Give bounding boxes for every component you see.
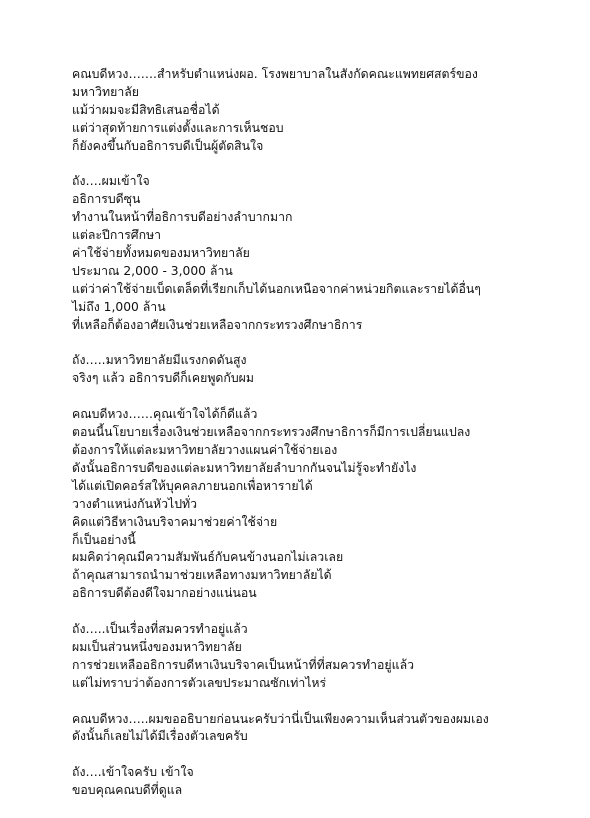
- paragraph-tang-3: [72, 621, 572, 693]
- text-line: ถัง…..เป็นเรื่องที่สมควรทำอยู่แล้ว: [72, 622, 248, 637]
- text-line: ขอบคุณคณบดีที่ดูแล: [72, 783, 183, 798]
- text-line: การช่วยเหลืออธิการบดีหาเงินบริจาคเป็นหน้าที่ที่สมควรทำอยู่แล้ว: [72, 657, 415, 672]
- text-line: ผมคิดว่าคุณมีความสัมพันธ์กับคนข้างนอกไม่เลวเลย: [72, 550, 344, 565]
- text-line: ดังนั้นอธิการบดีของแต่ละมหาวิทยาลัยลำบากกันจนไม่รู้จะทำยังไง: [72, 460, 417, 475]
- text-line: วางตำแหน่งกันหัวไปทั่ว: [72, 496, 198, 511]
- text-line: ดังนั้นก็เลยไม่ได้มีเรื่องตัวเลขครับ: [72, 729, 248, 744]
- paragraph-dean-wang-3: [72, 711, 572, 747]
- text-line: ก็ยังคงขึ้นกับอธิการบดีเป็นผู้ตัดสินใจ: [72, 138, 264, 153]
- text-line: แต่ไม่ทราบว่าต้องการตัวเลขประมาณซักเท่าไหร่: [72, 675, 327, 690]
- text-line: คณบดีหวง…….สำหรับตำแหน่งผอ. โรงพยาบาลในสังกัดคณะแพทยศสตร์ของ: [72, 67, 478, 81]
- text-line: จริงๆ แล้ว อธิการบดีก็เคยพูดกับผม: [72, 371, 254, 386]
- text-line: คณบดีหวง…..ผมขออธิบายก่อนนะครับว่านี่เป็นเพียงความเห็นส่วนตัวของผมเอง: [72, 711, 489, 726]
- text-line: ตอนนี้นโยบายเรื่องเงินช่วยเหลือจากกระทรวงศึกษาธิการก็มีการเปลี่ยนแปลง: [72, 425, 471, 440]
- text-line: มหาวิทยาลัย: [72, 84, 139, 99]
- document-page: [72, 66, 572, 818]
- paragraph-tang-2: [72, 352, 572, 388]
- text-line: ถัง….ผมเข้าใจ: [72, 174, 150, 189]
- paragraph-dean-wang-1: [72, 66, 572, 156]
- text-line: คณบดีหวง……คุณเข้าใจได้ก็ดีแล้ว: [72, 407, 258, 422]
- text-line: คิดแต่วิธีหาเงินบริจาคมาช่วยค่าใช้จ่าย: [72, 514, 278, 529]
- text-line: แต่ละปีการศึกษา: [72, 228, 162, 243]
- text-line: ถัง….เข้าใจครับ เข้าใจ: [72, 765, 194, 780]
- text-line: ทำงานในหน้าที่อธิการบดีอย่างลำบากมาก: [72, 210, 293, 225]
- text-line: ไม่ถึง 1,000 ล้าน: [72, 299, 166, 314]
- text-line: ก็เป็นอย่างนี้: [72, 532, 136, 547]
- paragraph-tang-1: [72, 173, 572, 334]
- text-line: ค่าใช้จ่ายทั้งหมดของมหาวิทยาลัย: [72, 246, 250, 261]
- text-line: ประมาณ 2,000 - 3,000 ล้าน: [72, 263, 233, 278]
- text-line: แม้ว่าผมจะมีสิทธิเสนอชื่อได้: [72, 102, 220, 117]
- paragraph-dean-wang-2: [72, 406, 572, 603]
- text-line: อธิการบดีต้องดีใจมากอย่างแน่นอน: [72, 586, 257, 601]
- text-line: ถัง…..มหาวิทยาลัยมีแรงกดดันสูง: [72, 353, 247, 368]
- paragraph-tang-4: [72, 764, 572, 800]
- text-line: แต่ว่าค่าใช้จ่ายเบ็ดเตล็ดที่เรียกเก็บได้นอกเหนือจากค่าหน่วยกิตและรายได้อื่นๆ: [72, 281, 481, 296]
- text-line: แต่ว่าสุดท้ายการแต่งตั้งและการเห็นชอบ: [72, 120, 284, 135]
- text-line: อธิการบดีซุน: [72, 192, 141, 207]
- text-line: ที่เหลือก็ต้องอาศัยเงินช่วยเหลือจากกระทรวงศึกษาธิการ: [72, 317, 363, 332]
- text-line: ต้องการให้แต่ละมหาวิทยาลัยวางแผนค่าใช้จ่ายเอง: [72, 442, 338, 457]
- text-line: ถ้าคุณสามารถนำมาช่วยเหลือทางมหาวิทยาลัยได้: [72, 568, 332, 583]
- text-line: ผมเป็นส่วนหนึ่งของมหาวิทยาลัย: [72, 639, 242, 654]
- text-line: ได้แต่เปิดคอร์สให้บุคคลภายนอกเพื่อหารายได้: [72, 478, 313, 493]
